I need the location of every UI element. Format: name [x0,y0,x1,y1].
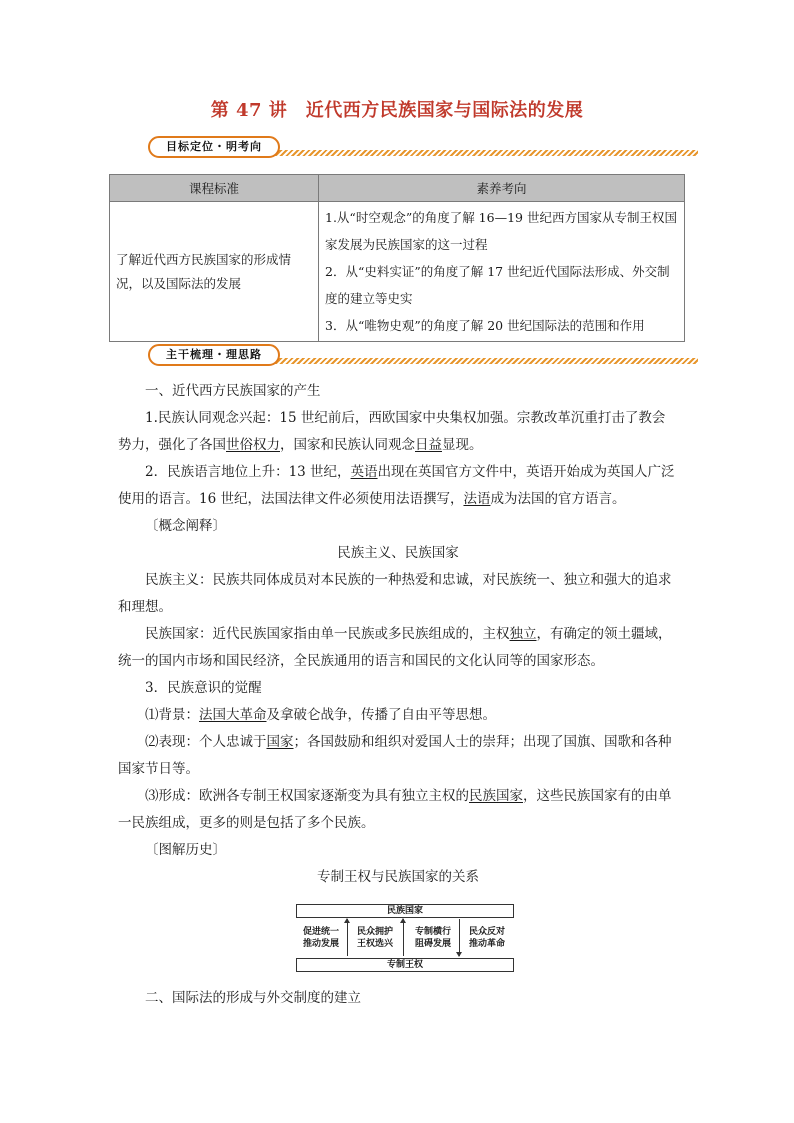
keyword: 法语 [463,491,491,507]
standard-cell: 了解近代西方民族国家的形成情况，以及国际法的发展 [110,202,319,342]
figure-tag: 〔图解历史〕 [145,842,226,858]
keyword: 英语 [350,464,378,480]
diagram-label: 专制横行 阻碍发展 [414,927,451,949]
paragraph-identity [118,405,678,459]
outline-banner [148,344,698,368]
diagram-label: 民众反对 推动革命 [468,927,505,949]
text: ，这些民族国家有的由单一民族组成，更多的则是包括了多个民族。 [118,788,672,831]
text: 及拿破仑战争，传播了自由平等思想。 [266,707,496,723]
text: 成为法国的官方语言。 [490,491,626,507]
section2-block [118,985,678,1012]
nation-state-box: 民族国家 [296,904,514,918]
keyword: 日益 [415,437,442,453]
text: 1.民族认同观念兴起：15 世纪前后，西欧国家中央集权加强。宗教改革沉重打击了教会势力，强化了各国 [118,410,666,453]
diagram-label: 民众拥护 王权选兴 [356,927,393,949]
section-heading: 二、国际法的形成与外交制度的建立 [145,990,361,1006]
orientation-cell [319,202,685,342]
paragraph-nationalism: 民族主义：民族共同体成员对本民族的一种热爱和忠诚，对民族统一、独立和强大的追求和理想。 [118,572,672,615]
paragraph-background [118,702,678,729]
paragraph-formation [118,783,678,837]
relationship-diagram [296,904,514,972]
text: 2．民族语言地位上升：13 世纪， [145,464,351,480]
keyword: 法国大革命 [199,707,267,723]
figure-title: 专制王权与民族国家的关系 [317,869,479,885]
goal-banner [148,136,698,160]
subheading-awakening: 3．民族意识的觉醒 [145,680,262,696]
section-heading: 一、近代西方民族国家的产生 [145,383,321,399]
text: ⑴背景： [145,707,199,723]
keyword: 民族国家 [469,788,523,804]
page-title: 第 47 讲 近代西方民族国家与国际法的发展 [210,100,584,121]
keyword: 独立 [509,626,537,642]
keyword: 国家 [266,734,294,750]
text: ⑵表现：个人忠诚于 [145,734,267,750]
orientation-item: 3．从“唯物史观”的角度了解 20 世纪国际法的范围和作用 [325,318,645,333]
arrow-up-icon [347,919,348,956]
keyword: 世俗权力 [226,437,280,453]
paragraph-nation-state [118,621,678,675]
absolute-monarchy-box: 专制王权 [296,958,514,972]
main-content [118,378,678,891]
concept-tag: 〔概念阐释〕 [145,518,226,534]
arrow-down-icon [459,919,460,956]
header-standard: 课程标准 [110,175,319,202]
text: ⑶形成：欧洲各专制王权国家逐渐变为具有独立主权的 [145,788,469,804]
header-orientation: 素养考向 [319,175,685,202]
concept-title: 民族主义、民族国家 [337,545,459,561]
goal-banner-label: 目标定位・明考向 [148,136,280,158]
diagram-label: 促进统一 推动发展 [302,927,339,949]
orientation-item: 2．从“史料实证”的角度了解 17 世纪近代国际法形成、外交制度的建立等史实 [325,264,670,306]
text: 显现。 [442,437,483,453]
text: ，有确定的领土疆域，统一的国内市场和国民经济，全民族通用的语言和国民的文化认同等的国家形态。 [118,626,672,669]
text: 民族国家：近代民族国家指由单一民族或多民族组成的，主权 [145,626,510,642]
text: ，国家和民族认同观念 [280,437,415,453]
text: 出现在英国官方文件中，英语开始成为英国人广泛使用的语言。16 世纪，法国法律文件必须使用法语撰写， [118,464,675,507]
paragraph-manifestation [118,729,678,783]
paragraph-language [118,459,678,513]
outline-banner-label: 主干梳理・理思路 [148,344,280,366]
orientation-item: 1.从“时空观念”的角度了解 16—19 世纪西方国家从专制王权国家发展为民族国家的这一过程 [325,210,677,252]
goal-table [109,174,685,342]
text: ；各国鼓励和组织对爱国人士的崇拜；出现了国旗、国歌和各种国家节日等。 [118,734,672,777]
arrow-up-icon [403,919,404,956]
